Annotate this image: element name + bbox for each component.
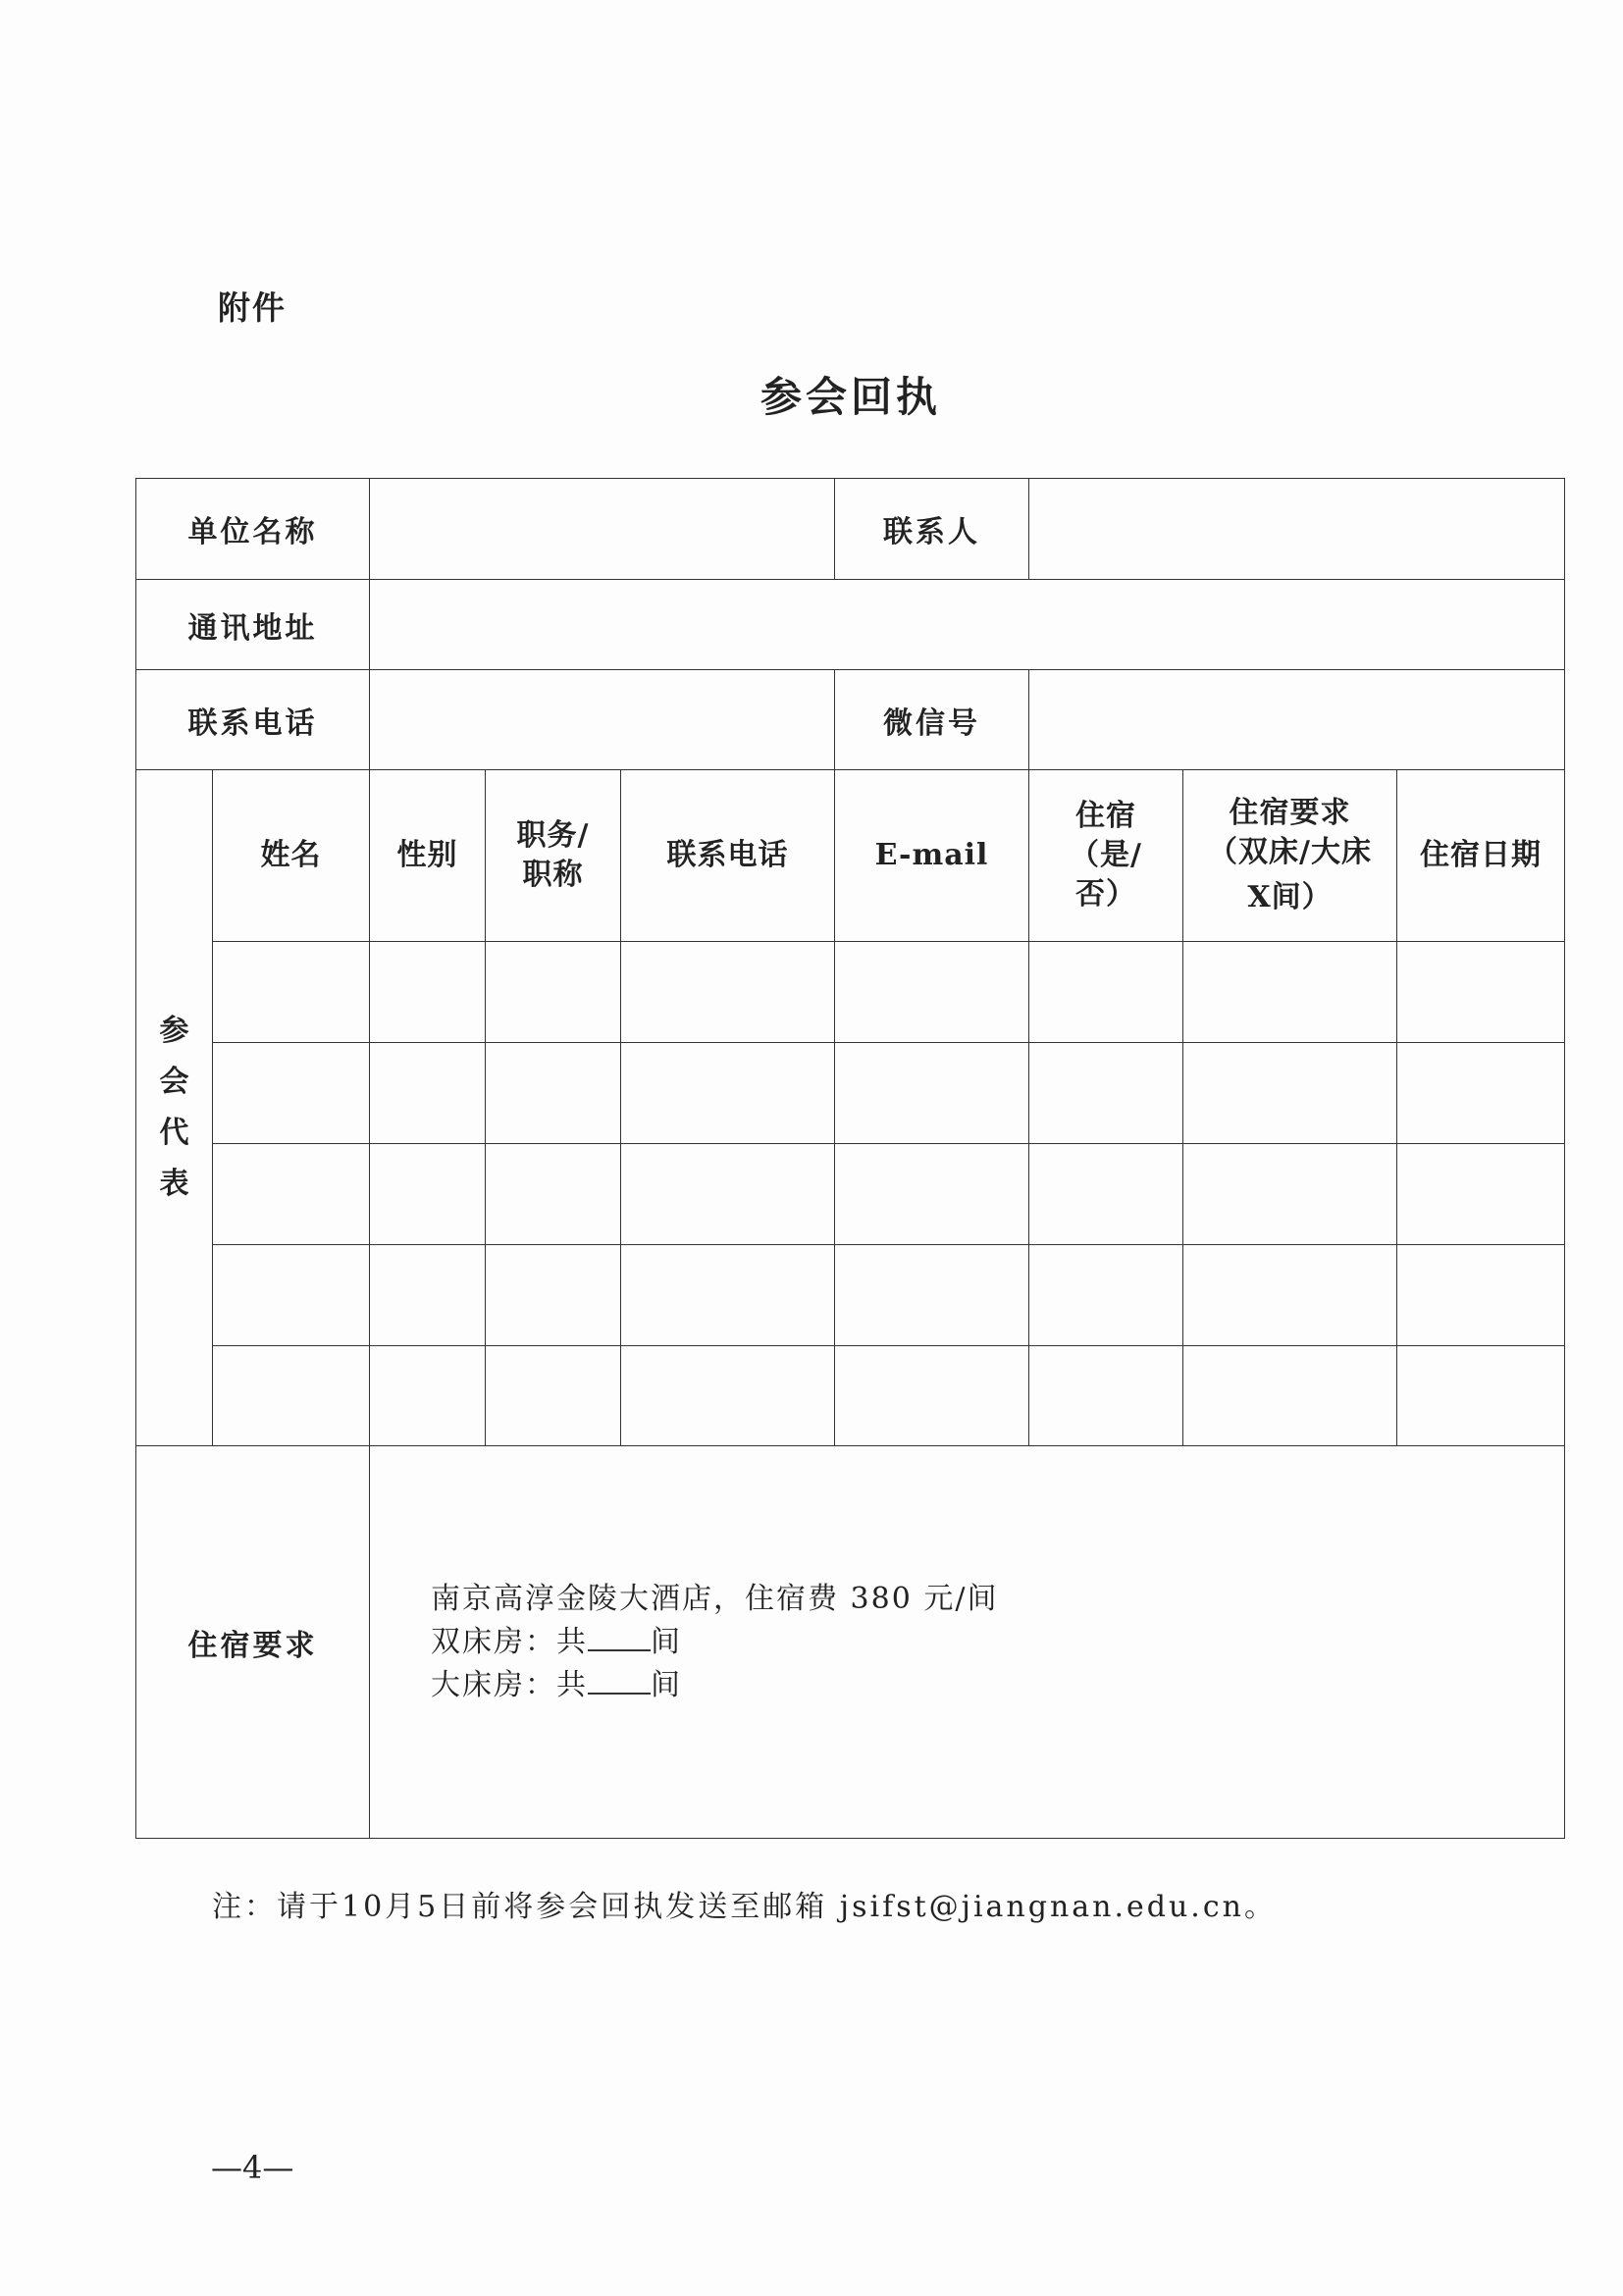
- twin-room-count-blank[interactable]: [588, 1622, 651, 1651]
- delegate-name-cell[interactable]: [213, 1043, 370, 1144]
- delegate-date-cell[interactable]: [1397, 1346, 1565, 1446]
- delegate-email-cell[interactable]: [835, 1346, 1029, 1446]
- double-room-prefix: 大床房：共: [431, 1667, 588, 1702]
- header-lodging-line: （是/: [1070, 838, 1142, 872]
- delegate-date-cell[interactable]: [1397, 1245, 1565, 1346]
- twin-room-prefix: 双床房：共: [431, 1624, 588, 1659]
- delegate-date-cell[interactable]: [1397, 942, 1565, 1043]
- delegate-row: [136, 1346, 1565, 1446]
- header-room-requirement-line: （双床/大床: [1208, 835, 1372, 869]
- address-label: 通讯地址: [136, 580, 370, 670]
- delegate-position-cell[interactable]: [486, 1144, 621, 1245]
- delegate-gender-cell[interactable]: [370, 1043, 486, 1144]
- delegate-row: [136, 1144, 1565, 1245]
- delegates-label: [136, 770, 213, 1446]
- delegate-row: [136, 942, 1565, 1043]
- address-field[interactable]: [370, 580, 1565, 670]
- delegate-position-cell[interactable]: [486, 1245, 621, 1346]
- delegate-position-cell[interactable]: [486, 1346, 621, 1446]
- phone-row: [136, 670, 1565, 770]
- accommodation-label: 住宿要求: [136, 1446, 370, 1839]
- delegate-lodging-cell[interactable]: [1029, 1144, 1183, 1245]
- delegates-label-char: 代: [159, 1116, 189, 1150]
- wechat-label: 微信号: [835, 670, 1029, 770]
- submission-note: 注：请于10月5日前将参会回执发送至邮箱 jsifst@jiangnan.edu.cn。: [212, 1890, 1277, 1924]
- delegates-label-char: 参: [159, 1014, 189, 1048]
- delegate-phone-cell[interactable]: [621, 1043, 835, 1144]
- delegate-row: [136, 1245, 1565, 1346]
- header-room-requirement-line: 住宿要求: [1229, 796, 1351, 830]
- delegate-gender-cell[interactable]: [370, 1144, 486, 1245]
- delegate-position-cell[interactable]: [486, 1043, 621, 1144]
- header-position: [486, 770, 621, 942]
- address-row: [136, 580, 1565, 670]
- unit-name-field[interactable]: [370, 479, 835, 580]
- header-email: E-mail: [835, 770, 1029, 942]
- delegate-lodging-cell[interactable]: [1029, 942, 1183, 1043]
- delegate-gender-cell[interactable]: [370, 1346, 486, 1446]
- delegate-date-cell[interactable]: [1397, 1043, 1565, 1144]
- accommodation-row: [136, 1446, 1565, 1839]
- delegate-phone-cell[interactable]: [621, 1245, 835, 1346]
- header-lodging-line: 否）: [1075, 877, 1137, 912]
- delegates-label-char: 会: [159, 1065, 189, 1099]
- delegate-room-cell[interactable]: [1183, 942, 1397, 1043]
- unit-row: [136, 479, 1565, 580]
- header-position-line: 职务/: [516, 818, 590, 853]
- header-position-line: 职称: [522, 858, 584, 892]
- twin-room-suffix: 间: [651, 1624, 682, 1659]
- attachment-label: 附件: [218, 288, 287, 327]
- contact-person-field[interactable]: [1029, 479, 1565, 580]
- header-phone: 联系电话: [621, 770, 835, 942]
- hotel-info-text: 南京高淳金陵大酒店，住宿费 380 元/间: [431, 1581, 999, 1616]
- delegate-name-cell[interactable]: [213, 942, 370, 1043]
- twin-room-line: [431, 1621, 1564, 1664]
- delegate-email-cell[interactable]: [835, 942, 1029, 1043]
- delegate-lodging-cell[interactable]: [1029, 1245, 1183, 1346]
- double-room-line: [431, 1664, 1564, 1707]
- header-gender: 性别: [370, 770, 486, 942]
- delegate-row: [136, 1043, 1565, 1144]
- header-lodging-line: 住宿: [1075, 799, 1137, 833]
- header-lodging-date: 住宿日期: [1397, 770, 1565, 942]
- delegate-phone-cell[interactable]: [621, 1346, 835, 1446]
- delegate-date-cell[interactable]: [1397, 1144, 1565, 1245]
- delegate-gender-cell[interactable]: [370, 942, 486, 1043]
- delegates-label-char: 表: [159, 1167, 189, 1201]
- delegate-header-row: [136, 770, 1565, 942]
- delegate-name-cell[interactable]: [213, 1144, 370, 1245]
- delegate-lodging-cell[interactable]: [1029, 1043, 1183, 1144]
- delegate-phone-cell[interactable]: [621, 1144, 835, 1245]
- header-name: 姓名: [213, 770, 370, 942]
- delegate-email-cell[interactable]: [835, 1043, 1029, 1144]
- registration-form-table: [135, 478, 1565, 1839]
- wechat-field[interactable]: [1029, 670, 1565, 770]
- delegate-lodging-cell[interactable]: [1029, 1346, 1183, 1446]
- delegate-room-cell[interactable]: [1183, 1043, 1397, 1144]
- delegate-name-cell[interactable]: [213, 1346, 370, 1446]
- delegate-room-cell[interactable]: [1183, 1245, 1397, 1346]
- header-room-requirement-line: X间）: [1247, 880, 1333, 914]
- delegate-name-cell[interactable]: [213, 1245, 370, 1346]
- delegate-room-cell[interactable]: [1183, 1346, 1397, 1446]
- accommodation-content: [370, 1446, 1565, 1839]
- header-lodging: [1029, 770, 1183, 942]
- unit-name-label: 单位名称: [136, 479, 370, 580]
- phone-label: 联系电话: [136, 670, 370, 770]
- double-room-count-blank[interactable]: [588, 1665, 651, 1695]
- phone-field[interactable]: [370, 670, 835, 770]
- double-room-suffix: 间: [651, 1667, 682, 1702]
- delegate-gender-cell[interactable]: [370, 1245, 486, 1346]
- header-room-requirement: [1183, 770, 1397, 942]
- contact-person-label: 联系人: [835, 479, 1029, 580]
- delegate-email-cell[interactable]: [835, 1144, 1029, 1245]
- page-number: —4—: [211, 2149, 294, 2186]
- delegate-room-cell[interactable]: [1183, 1144, 1397, 1245]
- delegate-position-cell[interactable]: [486, 942, 621, 1043]
- delegate-phone-cell[interactable]: [621, 942, 835, 1043]
- page-title: 参会回执: [759, 373, 941, 421]
- delegate-email-cell[interactable]: [835, 1245, 1029, 1346]
